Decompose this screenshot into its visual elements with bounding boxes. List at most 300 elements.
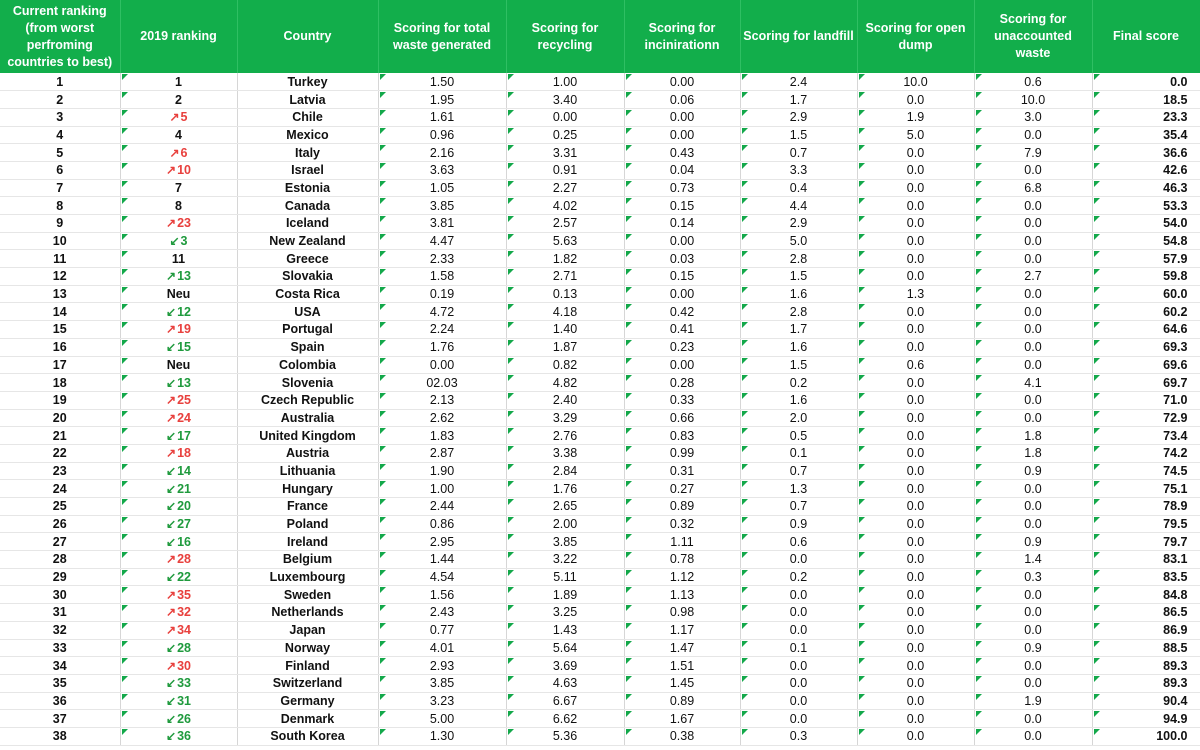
cell-marker-icon: [508, 676, 514, 682]
arrow-up-icon: ↗: [166, 605, 177, 620]
cell-marker-icon: [508, 304, 514, 310]
open-dump-cell-value: 0.0: [906, 145, 925, 160]
recycling-cell-value: 1.43: [552, 623, 578, 638]
country-cell: [237, 692, 378, 710]
country-cell-value: Austria: [285, 446, 330, 461]
total-waste-cell: [378, 604, 506, 622]
cell-marker-icon: [122, 375, 128, 381]
ranking-2019-cell-value: 1: [175, 74, 182, 89]
recycling-cell-value: 6.67: [552, 693, 578, 708]
recycling-cell-value: 0.91: [552, 163, 578, 178]
incineration-cell: [624, 285, 740, 303]
ranking-2019-cell: [120, 639, 237, 657]
current-rank-cell: [0, 427, 120, 445]
arrow-up-icon: ↗: [169, 145, 180, 160]
open-dump-cell-value: 0.0: [906, 198, 925, 213]
incineration-cell: [624, 657, 740, 675]
unaccounted-cell-value: 0.0: [1024, 711, 1042, 726]
cell-marker-icon: [976, 198, 982, 204]
landfill-cell: [740, 657, 857, 675]
total-waste-cell: [378, 674, 506, 692]
cell-marker-icon: [380, 393, 386, 399]
cell-marker-icon: [1094, 287, 1100, 293]
recycling-cell-value: 2.65: [552, 499, 578, 514]
cell-marker-icon: [122, 729, 128, 735]
cell-marker-icon: [122, 74, 128, 80]
current-rank-cell-value: 7: [56, 180, 64, 195]
cell-marker-icon: [626, 181, 632, 187]
total-waste-cell: [378, 374, 506, 392]
open-dump-cell: [857, 268, 974, 286]
unaccounted-cell-value: 0.9: [1024, 463, 1042, 478]
unaccounted-cell-value: 0.0: [1024, 481, 1042, 496]
country-cell-value: Costa Rica: [275, 287, 340, 302]
country-cell-value: Greece: [286, 251, 329, 266]
cell-marker-icon: [380, 711, 386, 717]
ranking-2019-cell: [120, 727, 237, 745]
cell-marker-icon: [508, 570, 514, 576]
cell-marker-icon: [1094, 393, 1100, 399]
arrow-down-icon: ↙: [166, 375, 177, 390]
ranking-2019-cell-value: 14: [177, 463, 191, 478]
open-dump-cell-value: 0.0: [906, 340, 925, 355]
cell-marker-icon: [626, 729, 632, 735]
open-dump-cell: [857, 427, 974, 445]
cell-marker-icon: [508, 251, 514, 257]
arrow-down-icon: ↙: [166, 693, 177, 708]
unaccounted-cell: [974, 215, 1092, 233]
cell-marker-icon: [626, 110, 632, 116]
total-waste-cell-value: 1.00: [429, 481, 455, 496]
current-rank-cell-value: 37: [52, 711, 67, 726]
ranking-2019-cell-value: 21: [177, 481, 191, 496]
country-cell: [237, 108, 378, 126]
table-row: [0, 197, 1200, 215]
country-cell: [237, 444, 378, 462]
open-dump-cell: [857, 108, 974, 126]
open-dump-cell-value: 0.0: [906, 163, 925, 178]
country-cell-value: Iceland: [285, 216, 330, 231]
ranking-2019-cell-value: Neu: [166, 287, 191, 302]
final-score-cell-value: 78.9: [1163, 499, 1188, 514]
cell-marker-icon: [976, 552, 982, 558]
current-rank-cell-value: 16: [52, 340, 67, 355]
total-waste-cell: [378, 639, 506, 657]
cell-marker-icon: [122, 587, 128, 593]
cell-marker-icon: [122, 92, 128, 98]
open-dump-cell-value: 5.0: [906, 127, 925, 142]
unaccounted-cell-value: 0.0: [1024, 127, 1042, 142]
cell-marker-icon: [742, 729, 748, 735]
total-waste-cell: [378, 356, 506, 374]
country-cell-value: Israel: [291, 163, 324, 178]
country-cell: [237, 727, 378, 745]
final-score-cell: [1092, 161, 1200, 179]
current-rank-cell: [0, 727, 120, 745]
open-dump-cell: [857, 692, 974, 710]
unaccounted-cell-value: 1.8: [1024, 446, 1042, 461]
landfill-cell-value: 2.0: [789, 410, 808, 425]
cell-marker-icon: [742, 534, 748, 540]
landfill-cell-value: 0.0: [789, 587, 808, 602]
cell-marker-icon: [508, 499, 514, 505]
ranking-2019-cell: [120, 604, 237, 622]
cell-marker-icon: [380, 411, 386, 417]
cell-marker-icon: [976, 375, 982, 381]
cell-marker-icon: [626, 393, 632, 399]
incineration-cell: [624, 232, 740, 250]
cell-marker-icon: [508, 623, 514, 629]
current-rank-cell-value: 33: [52, 640, 67, 655]
ranking-2019-cell-value: 28: [177, 552, 191, 567]
total-waste-cell-value: 0.19: [429, 287, 455, 302]
incineration-cell-value: 0.00: [669, 110, 695, 125]
current-rank-cell-value: 4: [56, 127, 64, 142]
ranking-2019-cell: [120, 444, 237, 462]
total-waste-cell-value: 0.77: [429, 623, 455, 638]
cell-marker-icon: [1094, 92, 1100, 98]
cell-marker-icon: [122, 676, 128, 682]
arrow-down-icon: ↙: [169, 234, 180, 249]
cell-marker-icon: [742, 74, 748, 80]
cell-marker-icon: [380, 322, 386, 328]
recycling-cell: [506, 444, 624, 462]
unaccounted-cell: [974, 498, 1092, 516]
current-rank-cell: [0, 498, 120, 516]
country-cell: [237, 604, 378, 622]
ranking-2019-cell: [120, 197, 237, 215]
landfill-cell: [740, 391, 857, 409]
incineration-cell-value: 0.41: [669, 322, 695, 337]
unaccounted-cell: [974, 515, 1092, 533]
landfill-cell: [740, 73, 857, 91]
final-score-cell-value: 89.3: [1163, 658, 1188, 673]
final-score-cell: [1092, 285, 1200, 303]
incineration-cell: [624, 303, 740, 321]
country-cell: [237, 427, 378, 445]
final-score-cell: [1092, 498, 1200, 516]
arrow-down-icon: ↙: [166, 428, 177, 443]
landfill-cell-value: 2.8: [789, 304, 808, 319]
unaccounted-cell: [974, 374, 1092, 392]
total-waste-cell: [378, 427, 506, 445]
unaccounted-cell-value: 7.9: [1024, 145, 1042, 160]
unaccounted-cell: [974, 268, 1092, 286]
open-dump-cell: [857, 250, 974, 268]
country-cell: [237, 126, 378, 144]
unaccounted-cell-value: 0.0: [1024, 216, 1042, 231]
cell-marker-icon: [380, 658, 386, 664]
total-waste-cell-value: 3.63: [429, 163, 455, 178]
ranking-2019-cell-value: 11: [171, 251, 186, 266]
incineration-cell-value: 0.06: [669, 92, 695, 107]
cell-marker-icon: [976, 641, 982, 647]
recycling-cell-value: 3.40: [552, 92, 578, 107]
cell-marker-icon: [122, 464, 128, 470]
current-rank-cell-value: 2: [56, 92, 64, 107]
current-rank-cell: [0, 91, 120, 109]
arrow-up-icon: ↗: [166, 623, 177, 638]
incineration-cell: [624, 144, 740, 162]
incineration-cell: [624, 197, 740, 215]
landfill-cell: [740, 215, 857, 233]
current-rank-cell-value: 28: [52, 552, 67, 567]
open-dump-cell-value: 0.0: [906, 410, 925, 425]
cell-marker-icon: [122, 411, 128, 417]
ranking-2019-cell-value: 33: [177, 676, 191, 691]
incineration-cell: [624, 73, 740, 91]
recycling-cell: [506, 621, 624, 639]
landfill-cell: [740, 232, 857, 250]
final-score-cell: [1092, 551, 1200, 569]
country-cell-value: Sweden: [283, 587, 332, 602]
landfill-cell-value: 0.0: [789, 658, 808, 673]
landfill-cell-value: 0.5: [789, 428, 808, 443]
unaccounted-cell-value: 0.0: [1024, 658, 1042, 673]
landfill-cell: [740, 480, 857, 498]
final-score-cell-value: 83.1: [1163, 552, 1188, 567]
incineration-cell-value: 0.03: [669, 251, 695, 266]
open-dump-cell: [857, 639, 974, 657]
cell-marker-icon: [976, 74, 982, 80]
country-cell: [237, 621, 378, 639]
cell-marker-icon: [859, 517, 865, 523]
ranking-2019-cell: [120, 674, 237, 692]
open-dump-cell: [857, 144, 974, 162]
cell-marker-icon: [508, 358, 514, 364]
recycling-cell-value: 2.71: [552, 269, 578, 284]
landfill-cell: [740, 568, 857, 586]
cell-marker-icon: [508, 428, 514, 434]
incineration-cell-value: 0.00: [669, 234, 695, 249]
cell-marker-icon: [976, 658, 982, 664]
incineration-cell-value: 1.51: [669, 658, 695, 673]
cell-marker-icon: [859, 729, 865, 735]
cell-marker-icon: [122, 145, 128, 151]
total-waste-cell-value: 2.95: [429, 534, 455, 549]
final-score-cell-value: 36.6: [1163, 145, 1188, 160]
country-cell-value: Estonia: [284, 180, 331, 195]
cell-marker-icon: [122, 623, 128, 629]
landfill-cell-value: 0.0: [789, 693, 808, 708]
table-row: [0, 268, 1200, 286]
open-dump-cell-value: 0.0: [906, 92, 925, 107]
cell-marker-icon: [508, 552, 514, 558]
final-score-cell: [1092, 338, 1200, 356]
recycling-cell-value: 2.00: [552, 517, 578, 532]
final-score-cell: [1092, 657, 1200, 675]
table-row: [0, 250, 1200, 268]
recycling-cell-value: 5.11: [553, 570, 577, 585]
ranking-2019-cell: [120, 126, 237, 144]
incineration-cell-value: 0.27: [669, 481, 695, 496]
total-waste-cell-value: 5.00: [429, 711, 455, 726]
total-waste-cell-value: 2.13: [429, 393, 455, 408]
cell-marker-icon: [859, 499, 865, 505]
total-waste-cell-value: 0.96: [429, 127, 455, 142]
cell-marker-icon: [1094, 269, 1100, 275]
table-row: [0, 232, 1200, 250]
cell-marker-icon: [122, 711, 128, 717]
open-dump-cell: [857, 197, 974, 215]
unaccounted-cell-value: 0.0: [1024, 587, 1042, 602]
ranking-2019-cell: [120, 91, 237, 109]
recycling-cell: [506, 321, 624, 339]
incineration-cell: [624, 444, 740, 462]
ranking-2019-cell-value: 17: [177, 428, 191, 443]
current-rank-cell: [0, 586, 120, 604]
landfill-cell-value: 0.6: [789, 534, 808, 549]
cell-marker-icon: [859, 198, 865, 204]
cell-marker-icon: [626, 74, 632, 80]
recycling-cell: [506, 197, 624, 215]
final-score-cell: [1092, 144, 1200, 162]
recycling-cell: [506, 710, 624, 728]
ranking-2019-cell: [120, 586, 237, 604]
ranking-2019-cell: [120, 338, 237, 356]
landfill-cell: [740, 91, 857, 109]
open-dump-cell: [857, 551, 974, 569]
ranking-2019-cell-value: 7: [175, 180, 182, 195]
cell-marker-icon: [122, 605, 128, 611]
cell-marker-icon: [742, 322, 748, 328]
unaccounted-cell-value: 0.0: [1024, 357, 1042, 372]
ranking-2019-cell-value: 12: [177, 304, 191, 319]
recycling-cell-value: 0.00: [552, 110, 578, 125]
ranking-2019-cell: [120, 657, 237, 675]
cell-marker-icon: [508, 163, 514, 169]
cell-marker-icon: [742, 251, 748, 257]
landfill-cell: [740, 374, 857, 392]
cell-marker-icon: [122, 128, 128, 134]
total-waste-cell-value: 2.93: [429, 658, 455, 673]
total-waste-cell: [378, 551, 506, 569]
cell-marker-icon: [122, 393, 128, 399]
current-rank-cell: [0, 551, 120, 569]
cell-marker-icon: [859, 92, 865, 98]
current-rank-cell: [0, 215, 120, 233]
cell-marker-icon: [1094, 517, 1100, 523]
final-score-cell: [1092, 674, 1200, 692]
current-rank-cell-value: 29: [52, 570, 67, 585]
unaccounted-cell-value: 10.0: [1020, 92, 1046, 107]
open-dump-cell: [857, 727, 974, 745]
recycling-cell-value: 1.40: [552, 322, 578, 337]
recycling-cell: [506, 551, 624, 569]
current-rank-cell-value: 13: [52, 287, 67, 302]
country-cell: [237, 356, 378, 374]
final-score-cell-value: 88.5: [1163, 640, 1188, 655]
unaccounted-cell: [974, 533, 1092, 551]
table-row: [0, 338, 1200, 356]
total-waste-cell: [378, 268, 506, 286]
final-score-cell-value: 86.9: [1163, 623, 1188, 638]
cell-marker-icon: [508, 446, 514, 452]
landfill-cell: [740, 161, 857, 179]
landfill-cell-value: 0.7: [789, 499, 808, 514]
cell-marker-icon: [742, 446, 748, 452]
landfill-cell-value: 0.0: [789, 605, 808, 620]
ranking-2019-cell-value: 13: [177, 269, 191, 284]
cell-marker-icon: [380, 269, 386, 275]
cell-marker-icon: [508, 481, 514, 487]
open-dump-cell-value: 0.0: [906, 534, 925, 549]
cell-marker-icon: [380, 216, 386, 222]
landfill-cell-value: 0.7: [789, 145, 808, 160]
recycling-cell: [506, 73, 624, 91]
unaccounted-cell: [974, 285, 1092, 303]
cell-marker-icon: [859, 375, 865, 381]
cell-marker-icon: [976, 694, 982, 700]
landfill-cell-value: 1.5: [789, 269, 808, 284]
open-dump-cell-value: 0.0: [906, 676, 925, 691]
cell-marker-icon: [859, 464, 865, 470]
cell-marker-icon: [508, 128, 514, 134]
country-cell: [237, 639, 378, 657]
current-rank-cell: [0, 197, 120, 215]
cell-marker-icon: [742, 304, 748, 310]
landfill-cell-value: 2.8: [789, 251, 808, 266]
open-dump-cell-value: 0.0: [906, 693, 925, 708]
landfill-cell-value: 1.5: [789, 357, 808, 372]
current-rank-cell: [0, 674, 120, 692]
incineration-cell-value: 0.32: [669, 517, 695, 532]
ranking-2019-cell-value: 34: [177, 623, 191, 638]
cell-marker-icon: [859, 446, 865, 452]
cell-marker-icon: [859, 587, 865, 593]
landfill-cell-value: 0.0: [789, 676, 808, 691]
cell-marker-icon: [626, 411, 632, 417]
recycling-cell: [506, 144, 624, 162]
current-rank-cell-value: 6: [56, 163, 64, 178]
unaccounted-cell: [974, 126, 1092, 144]
cell-marker-icon: [380, 128, 386, 134]
final-score-cell-value: 35.4: [1163, 127, 1188, 142]
country-cell: [237, 533, 378, 551]
arrow-down-icon: ↙: [166, 729, 177, 744]
current-rank-cell: [0, 250, 120, 268]
final-score-cell-value: 60.2: [1163, 304, 1188, 319]
table-row: [0, 639, 1200, 657]
cell-marker-icon: [1094, 676, 1100, 682]
cell-marker-icon: [508, 269, 514, 275]
final-score-cell: [1092, 73, 1200, 91]
current-rank-cell-value: 5: [56, 145, 64, 160]
ranking-2019-cell: [120, 285, 237, 303]
ranking-2019-cell-value: 35: [177, 587, 191, 602]
landfill-cell-value: 0.4: [789, 180, 808, 195]
recycling-cell: [506, 409, 624, 427]
open-dump-cell-value: 0.0: [906, 499, 925, 514]
ranking-2019-cell: [120, 215, 237, 233]
cell-marker-icon: [976, 446, 982, 452]
open-dump-cell: [857, 161, 974, 179]
header-row: [0, 0, 1200, 73]
cell-marker-icon: [508, 711, 514, 717]
incineration-cell-value: 0.99: [669, 446, 695, 461]
cell-marker-icon: [742, 641, 748, 647]
country-cell-value: Norway: [284, 640, 331, 655]
total-waste-cell-value: 2.43: [429, 605, 455, 620]
cell-marker-icon: [508, 464, 514, 470]
unaccounted-cell: [974, 108, 1092, 126]
landfill-cell-value: 0.7: [789, 463, 808, 478]
landfill-cell: [740, 108, 857, 126]
incineration-cell-value: 0.31: [669, 463, 695, 478]
final-score-cell-value: 64.6: [1163, 322, 1188, 337]
current-rank-cell-value: 17: [52, 357, 67, 372]
table-row: [0, 303, 1200, 321]
